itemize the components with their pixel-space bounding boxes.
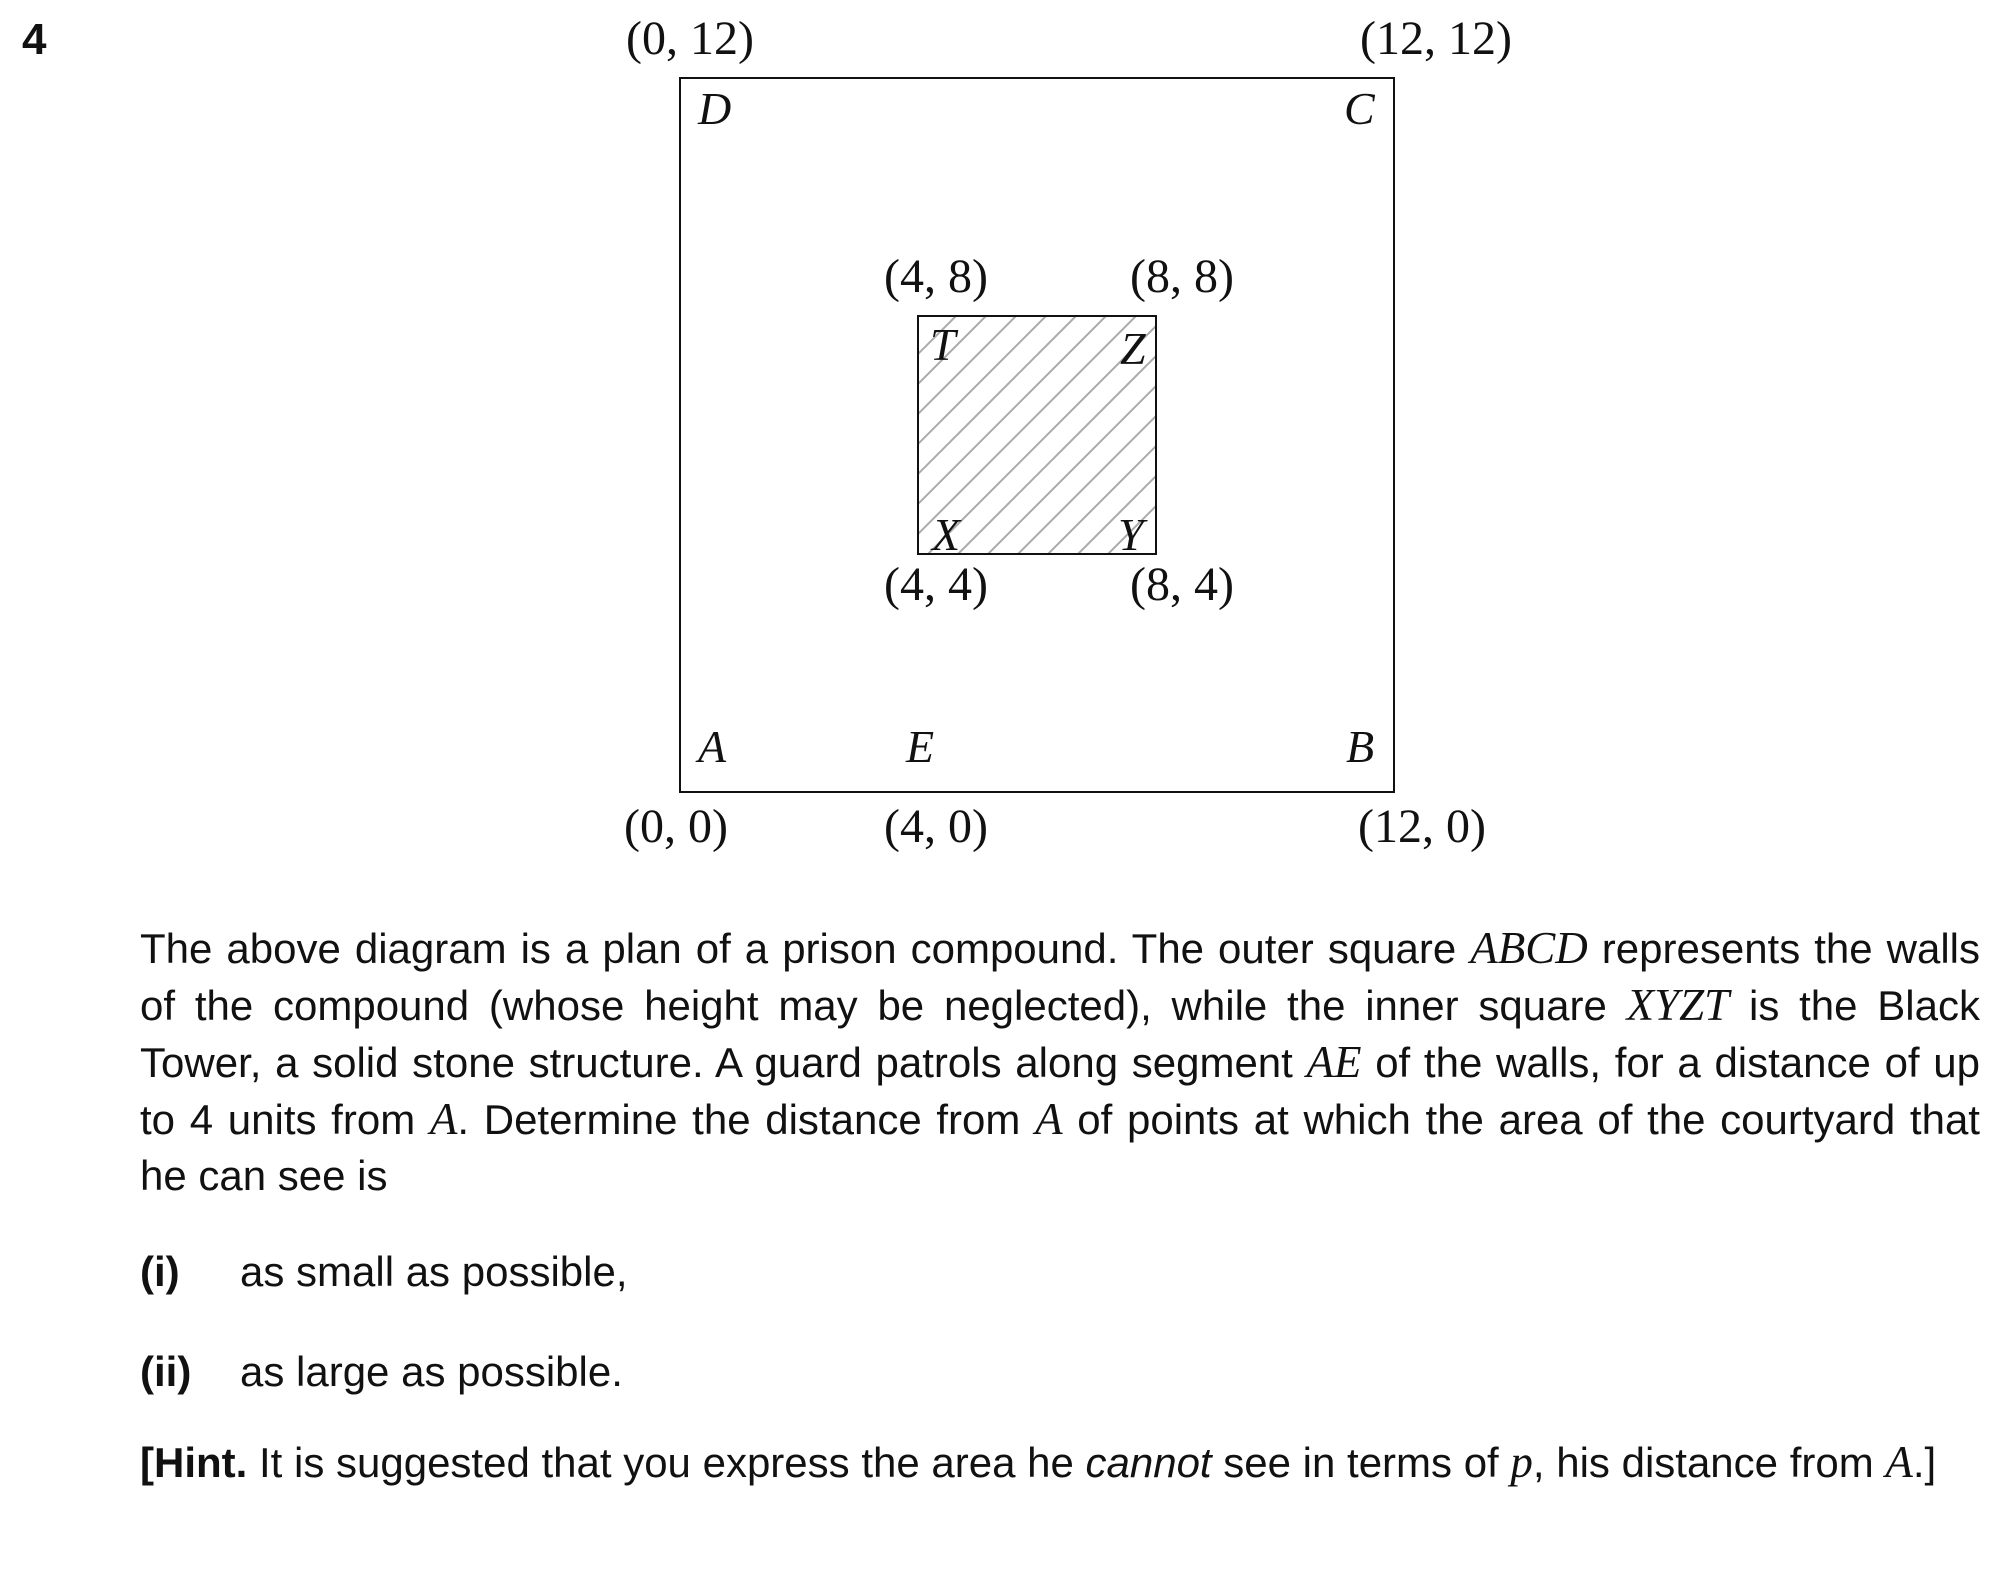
label-d: D bbox=[698, 83, 732, 134]
hint: [Hint. It is suggested that you express the area he cannot see in terms of p, his distance from A.] bbox=[140, 1437, 1937, 1487]
coord-d: (0, 12) bbox=[626, 12, 754, 65]
question-number: 4 bbox=[22, 15, 47, 64]
coord-c: (12, 12) bbox=[1360, 12, 1512, 65]
part-i bbox=[140, 1244, 628, 1300]
label-z: Z bbox=[1120, 323, 1146, 374]
coord-e: (4, 0) bbox=[884, 800, 988, 853]
label-t: T bbox=[930, 319, 956, 370]
coord-a: (0, 0) bbox=[624, 800, 728, 853]
part-text: as large as possible. bbox=[240, 1348, 623, 1395]
math-a: A bbox=[429, 1094, 458, 1144]
math-p: p bbox=[1510, 1437, 1533, 1487]
part-ii bbox=[140, 1344, 623, 1400]
label-y: Y bbox=[1118, 509, 1144, 560]
math-xyzt: XYZT bbox=[1626, 980, 1730, 1030]
problem-statement: The above diagram is a plan of a prison compound. The outer square ABCD represents the walls of the compound (whose height may be neglected), while the inner square XYZT is the Black Tower, a solid stone structure. A guard patrols along segment AE of the walls, for a distance of up to 4 units from A. Determine the distance from A of points at which the area of the courtyard that he can see is bbox=[140, 923, 1981, 1199]
label-b: B bbox=[1346, 721, 1375, 772]
label-c: C bbox=[1344, 83, 1375, 134]
label-a: A bbox=[698, 721, 727, 772]
coord-x: (4, 4) bbox=[884, 558, 988, 611]
coord-y: (8, 4) bbox=[1130, 558, 1234, 611]
math-ae: AE bbox=[1306, 1037, 1362, 1087]
label-e: E bbox=[906, 721, 935, 772]
hint-emphasis: cannot bbox=[1085, 1439, 1212, 1486]
part-text: as small as possible, bbox=[240, 1248, 628, 1295]
math-abcd: ABCD bbox=[1470, 923, 1588, 973]
coord-z: (8, 8) bbox=[1130, 250, 1234, 303]
coord-t: (4, 8) bbox=[884, 250, 988, 303]
label-x: X bbox=[932, 509, 961, 560]
tower-hatching bbox=[698, 294, 1368, 574]
math-a: A bbox=[1035, 1094, 1063, 1144]
math-a: A bbox=[1885, 1437, 1913, 1487]
coord-b: (12, 0) bbox=[1358, 800, 1486, 853]
hint-label: Hint. bbox=[154, 1439, 248, 1486]
part-label: (i) bbox=[140, 1248, 180, 1295]
outer-square-abcd bbox=[680, 78, 1394, 792]
part-label: (ii) bbox=[140, 1348, 192, 1395]
